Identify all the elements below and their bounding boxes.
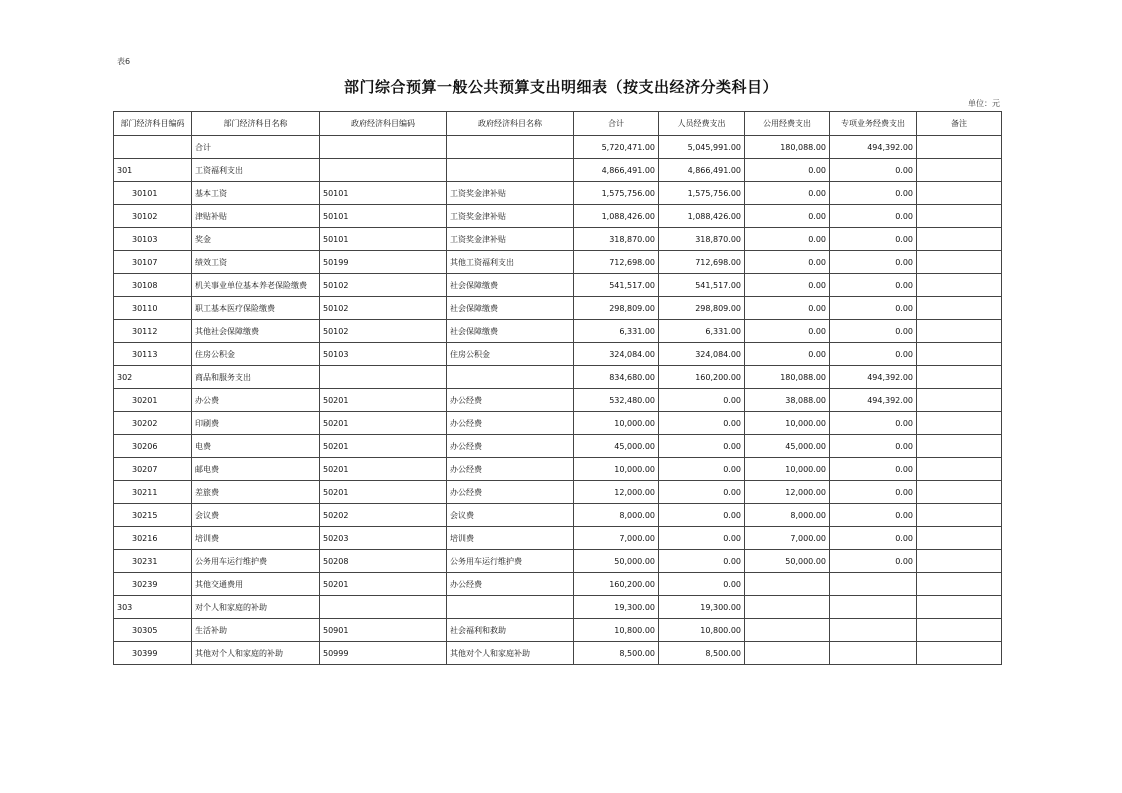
- cell-dept-code: 30231: [114, 550, 192, 573]
- cell-dept-code: 30206: [114, 435, 192, 458]
- cell-personnel: 19,300.00: [659, 596, 745, 619]
- cell-gov-code: 50202: [320, 504, 447, 527]
- cell-public: 0.00: [745, 182, 830, 205]
- cell-gov-name: 办公经费: [447, 389, 574, 412]
- col-header-personnel: 人员经费支出: [659, 112, 745, 136]
- cell-remark: [917, 297, 1002, 320]
- cell-dept-code: 30103: [114, 228, 192, 251]
- cell-dept-name: 印刷费: [192, 412, 320, 435]
- col-header-public: 公用经费支出: [745, 112, 830, 136]
- cell-dept-code: 30399: [114, 642, 192, 665]
- cell-personnel: 4,866,491.00: [659, 159, 745, 182]
- cell-dept-code: 30101: [114, 182, 192, 205]
- cell-total: 19,300.00: [574, 596, 659, 619]
- cell-public: [745, 596, 830, 619]
- cell-total: 532,480.00: [574, 389, 659, 412]
- cell-remark: [917, 619, 1002, 642]
- cell-personnel: 712,698.00: [659, 251, 745, 274]
- cell-dept-name: 对个人和家庭的补助: [192, 596, 320, 619]
- cell-gov-name: 办公经费: [447, 481, 574, 504]
- cell-special: [830, 573, 917, 596]
- cell-personnel: 8,500.00: [659, 642, 745, 665]
- table-row: [114, 504, 1002, 527]
- cell-gov-name: [447, 136, 574, 159]
- cell-gov-name: [447, 596, 574, 619]
- cell-special: 0.00: [830, 435, 917, 458]
- cell-gov-name: 培训费: [447, 527, 574, 550]
- cell-dept-name: 邮电费: [192, 458, 320, 481]
- cell-public: 7,000.00: [745, 527, 830, 550]
- cell-dept-code: 302: [114, 366, 192, 389]
- cell-gov-name: 住房公积金: [447, 343, 574, 366]
- cell-special: 0.00: [830, 297, 917, 320]
- cell-remark: [917, 182, 1002, 205]
- cell-gov-name: 其他对个人和家庭补助: [447, 642, 574, 665]
- cell-gov-name: 社会保障缴费: [447, 297, 574, 320]
- col-header-gov-code: 政府经济科目编码: [320, 112, 447, 136]
- cell-remark: [917, 251, 1002, 274]
- cell-dept-name: 工资福利支出: [192, 159, 320, 182]
- table-row: [114, 573, 1002, 596]
- table-row: [114, 435, 1002, 458]
- cell-public: 45,000.00: [745, 435, 830, 458]
- cell-remark: [917, 343, 1002, 366]
- cell-total: 5,720,471.00: [574, 136, 659, 159]
- cell-total: 7,000.00: [574, 527, 659, 550]
- cell-special: 0.00: [830, 412, 917, 435]
- cell-dept-name: 公务用车运行维护费: [192, 550, 320, 573]
- cell-gov-name: 社会保障缴费: [447, 274, 574, 297]
- cell-special: 0.00: [830, 458, 917, 481]
- cell-remark: [917, 596, 1002, 619]
- cell-total: 50,000.00: [574, 550, 659, 573]
- cell-dept-code: 30239: [114, 573, 192, 596]
- cell-personnel: 0.00: [659, 504, 745, 527]
- budget-expenditure-table: [113, 111, 1002, 665]
- cell-remark: [917, 642, 1002, 665]
- cell-gov-name: 办公经费: [447, 458, 574, 481]
- cell-special: 494,392.00: [830, 389, 917, 412]
- cell-total: 8,000.00: [574, 504, 659, 527]
- cell-remark: [917, 136, 1002, 159]
- cell-gov-code: [320, 596, 447, 619]
- cell-public: 38,088.00: [745, 389, 830, 412]
- cell-special: 0.00: [830, 274, 917, 297]
- cell-public: 10,000.00: [745, 412, 830, 435]
- cell-special: 0.00: [830, 320, 917, 343]
- cell-remark: [917, 458, 1002, 481]
- cell-special: 0.00: [830, 527, 917, 550]
- cell-gov-code: 50999: [320, 642, 447, 665]
- col-header-special: 专项业务经费支出: [830, 112, 917, 136]
- cell-remark: [917, 205, 1002, 228]
- cell-personnel: 541,517.00: [659, 274, 745, 297]
- cell-gov-name: 公务用车运行维护费: [447, 550, 574, 573]
- table-row: [114, 205, 1002, 228]
- cell-public: [745, 642, 830, 665]
- cell-dept-name: 其他社会保障缴费: [192, 320, 320, 343]
- unit-label: 单位：元: [968, 99, 1000, 108]
- cell-gov-code: 50101: [320, 182, 447, 205]
- cell-personnel: 6,331.00: [659, 320, 745, 343]
- cell-gov-code: 50201: [320, 458, 447, 481]
- cell-gov-code: 50201: [320, 481, 447, 504]
- cell-dept-code: 30110: [114, 297, 192, 320]
- col-header-remark: 备注: [917, 112, 1002, 136]
- cell-remark: [917, 573, 1002, 596]
- cell-dept-code: 30216: [114, 527, 192, 550]
- cell-dept-code: 30211: [114, 481, 192, 504]
- col-header-total: 合计: [574, 112, 659, 136]
- cell-gov-code: [320, 136, 447, 159]
- cell-dept-code: 30207: [114, 458, 192, 481]
- cell-gov-code: 50102: [320, 320, 447, 343]
- table-row: [114, 412, 1002, 435]
- cell-dept-name: 商品和服务支出: [192, 366, 320, 389]
- cell-remark: [917, 320, 1002, 343]
- cell-dept-name: 电费: [192, 435, 320, 458]
- col-header-dept-code: 部门经济科目编码: [114, 112, 192, 136]
- cell-dept-name: 基本工资: [192, 182, 320, 205]
- cell-personnel: 1,575,756.00: [659, 182, 745, 205]
- cell-public: [745, 619, 830, 642]
- cell-public: 0.00: [745, 228, 830, 251]
- cell-gov-name: 办公经费: [447, 412, 574, 435]
- cell-gov-code: 50102: [320, 297, 447, 320]
- cell-dept-name: 住房公积金: [192, 343, 320, 366]
- cell-public: 0.00: [745, 251, 830, 274]
- cell-total: 8,500.00: [574, 642, 659, 665]
- cell-gov-name: 工资奖金津补贴: [447, 205, 574, 228]
- cell-personnel: 318,870.00: [659, 228, 745, 251]
- cell-dept-code: 30112: [114, 320, 192, 343]
- table-row: [114, 136, 1002, 159]
- cell-gov-code: 50101: [320, 205, 447, 228]
- cell-gov-name: [447, 366, 574, 389]
- cell-personnel: 0.00: [659, 573, 745, 596]
- cell-dept-code: 303: [114, 596, 192, 619]
- cell-personnel: 0.00: [659, 389, 745, 412]
- cell-dept-code: 30108: [114, 274, 192, 297]
- cell-dept-name: 绩效工资: [192, 251, 320, 274]
- cell-public: 0.00: [745, 274, 830, 297]
- cell-gov-code: 50203: [320, 527, 447, 550]
- cell-dept-name: 合计: [192, 136, 320, 159]
- cell-gov-code: 50102: [320, 274, 447, 297]
- page-title: 部门综合预算一般公共预算支出明细表（按支出经济分类科目）: [343, 78, 778, 96]
- cell-personnel: 0.00: [659, 458, 745, 481]
- cell-gov-name: 工资奖金津补贴: [447, 182, 574, 205]
- cell-total: 10,000.00: [574, 458, 659, 481]
- cell-public: 180,088.00: [745, 366, 830, 389]
- cell-public: [745, 573, 830, 596]
- table-number: 表6: [117, 57, 131, 66]
- cell-gov-name: 工资奖金津补贴: [447, 228, 574, 251]
- table-row: [114, 458, 1002, 481]
- cell-remark: [917, 504, 1002, 527]
- table-row: [114, 251, 1002, 274]
- table-row: [114, 274, 1002, 297]
- table-row: [114, 343, 1002, 366]
- table-row: [114, 389, 1002, 412]
- cell-total: 1,575,756.00: [574, 182, 659, 205]
- cell-special: 494,392.00: [830, 136, 917, 159]
- cell-special: 0.00: [830, 504, 917, 527]
- cell-remark: [917, 527, 1002, 550]
- cell-dept-name: 差旅费: [192, 481, 320, 504]
- cell-special: 0.00: [830, 343, 917, 366]
- cell-dept-name: 奖金: [192, 228, 320, 251]
- cell-gov-code: [320, 366, 447, 389]
- cell-total: 541,517.00: [574, 274, 659, 297]
- cell-remark: [917, 550, 1002, 573]
- table-row: [114, 320, 1002, 343]
- cell-special: 0.00: [830, 159, 917, 182]
- cell-special: 0.00: [830, 228, 917, 251]
- cell-special: [830, 642, 917, 665]
- cell-remark: [917, 412, 1002, 435]
- cell-personnel: 5,045,991.00: [659, 136, 745, 159]
- cell-special: 0.00: [830, 550, 917, 573]
- cell-gov-code: 50201: [320, 435, 447, 458]
- cell-gov-code: 50103: [320, 343, 447, 366]
- cell-special: 494,392.00: [830, 366, 917, 389]
- cell-public: 180,088.00: [745, 136, 830, 159]
- cell-public: 0.00: [745, 205, 830, 228]
- cell-personnel: 298,809.00: [659, 297, 745, 320]
- table-row: [114, 159, 1002, 182]
- cell-dept-code: 30305: [114, 619, 192, 642]
- cell-gov-code: 50201: [320, 412, 447, 435]
- table-row: [114, 366, 1002, 389]
- table-row: [114, 481, 1002, 504]
- cell-total: 6,331.00: [574, 320, 659, 343]
- cell-total: 324,084.00: [574, 343, 659, 366]
- cell-public: 10,000.00: [745, 458, 830, 481]
- cell-remark: [917, 481, 1002, 504]
- cell-dept-name: 其他交通费用: [192, 573, 320, 596]
- cell-remark: [917, 366, 1002, 389]
- cell-dept-code: 30201: [114, 389, 192, 412]
- cell-remark: [917, 435, 1002, 458]
- cell-remark: [917, 159, 1002, 182]
- cell-dept-code: 30107: [114, 251, 192, 274]
- cell-dept-code: 30215: [114, 504, 192, 527]
- table-row: [114, 228, 1002, 251]
- cell-personnel: 0.00: [659, 412, 745, 435]
- cell-personnel: 0.00: [659, 435, 745, 458]
- table-header-row: [114, 112, 1002, 136]
- cell-gov-code: 50901: [320, 619, 447, 642]
- table-row: [114, 619, 1002, 642]
- cell-gov-code: 50208: [320, 550, 447, 573]
- cell-gov-name: 会议费: [447, 504, 574, 527]
- cell-personnel: 0.00: [659, 550, 745, 573]
- cell-total: 1,088,426.00: [574, 205, 659, 228]
- col-header-dept-name: 部门经济科目名称: [192, 112, 320, 136]
- cell-public: 0.00: [745, 320, 830, 343]
- cell-public: 50,000.00: [745, 550, 830, 573]
- cell-public: 12,000.00: [745, 481, 830, 504]
- cell-gov-code: 50199: [320, 251, 447, 274]
- cell-total: 12,000.00: [574, 481, 659, 504]
- cell-personnel: 160,200.00: [659, 366, 745, 389]
- cell-special: 0.00: [830, 182, 917, 205]
- cell-public: 0.00: [745, 297, 830, 320]
- cell-special: [830, 619, 917, 642]
- cell-special: 0.00: [830, 205, 917, 228]
- cell-dept-name: 其他对个人和家庭的补助: [192, 642, 320, 665]
- col-header-gov-name: 政府经济科目名称: [447, 112, 574, 136]
- table-row: [114, 182, 1002, 205]
- cell-personnel: 0.00: [659, 481, 745, 504]
- cell-public: 8,000.00: [745, 504, 830, 527]
- table-row: [114, 596, 1002, 619]
- cell-dept-name: 办公费: [192, 389, 320, 412]
- cell-gov-name: [447, 159, 574, 182]
- cell-total: 10,000.00: [574, 412, 659, 435]
- cell-total: 160,200.00: [574, 573, 659, 596]
- cell-remark: [917, 228, 1002, 251]
- cell-dept-code: 30202: [114, 412, 192, 435]
- cell-gov-code: 50101: [320, 228, 447, 251]
- cell-total: 712,698.00: [574, 251, 659, 274]
- table-row: [114, 297, 1002, 320]
- cell-special: [830, 596, 917, 619]
- cell-dept-code: [114, 136, 192, 159]
- cell-gov-code: 50201: [320, 573, 447, 596]
- cell-dept-name: 津贴补贴: [192, 205, 320, 228]
- cell-public: 0.00: [745, 343, 830, 366]
- cell-gov-name: 办公经费: [447, 573, 574, 596]
- cell-dept-name: 培训费: [192, 527, 320, 550]
- cell-gov-code: 50201: [320, 389, 447, 412]
- table-row: [114, 642, 1002, 665]
- cell-dept-name: 职工基本医疗保险缴费: [192, 297, 320, 320]
- cell-dept-code: 30102: [114, 205, 192, 228]
- cell-dept-name: 会议费: [192, 504, 320, 527]
- cell-remark: [917, 274, 1002, 297]
- cell-special: 0.00: [830, 481, 917, 504]
- cell-gov-name: 社会保障缴费: [447, 320, 574, 343]
- cell-personnel: 324,084.00: [659, 343, 745, 366]
- cell-dept-code: 301: [114, 159, 192, 182]
- cell-dept-code: 30113: [114, 343, 192, 366]
- cell-personnel: 10,800.00: [659, 619, 745, 642]
- cell-dept-name: 机关事业单位基本养老保险缴费: [192, 274, 320, 297]
- table-row: [114, 527, 1002, 550]
- cell-total: 834,680.00: [574, 366, 659, 389]
- cell-special: 0.00: [830, 251, 917, 274]
- cell-remark: [917, 389, 1002, 412]
- cell-gov-code: [320, 159, 447, 182]
- cell-total: 10,800.00: [574, 619, 659, 642]
- cell-personnel: 1,088,426.00: [659, 205, 745, 228]
- cell-gov-name: 办公经费: [447, 435, 574, 458]
- cell-total: 45,000.00: [574, 435, 659, 458]
- cell-total: 4,866,491.00: [574, 159, 659, 182]
- cell-personnel: 0.00: [659, 527, 745, 550]
- cell-total: 298,809.00: [574, 297, 659, 320]
- cell-dept-name: 生活补助: [192, 619, 320, 642]
- table-row: [114, 550, 1002, 573]
- cell-gov-name: 社会福利和救助: [447, 619, 574, 642]
- cell-gov-name: 其他工资福利支出: [447, 251, 574, 274]
- cell-total: 318,870.00: [574, 228, 659, 251]
- cell-public: 0.00: [745, 159, 830, 182]
